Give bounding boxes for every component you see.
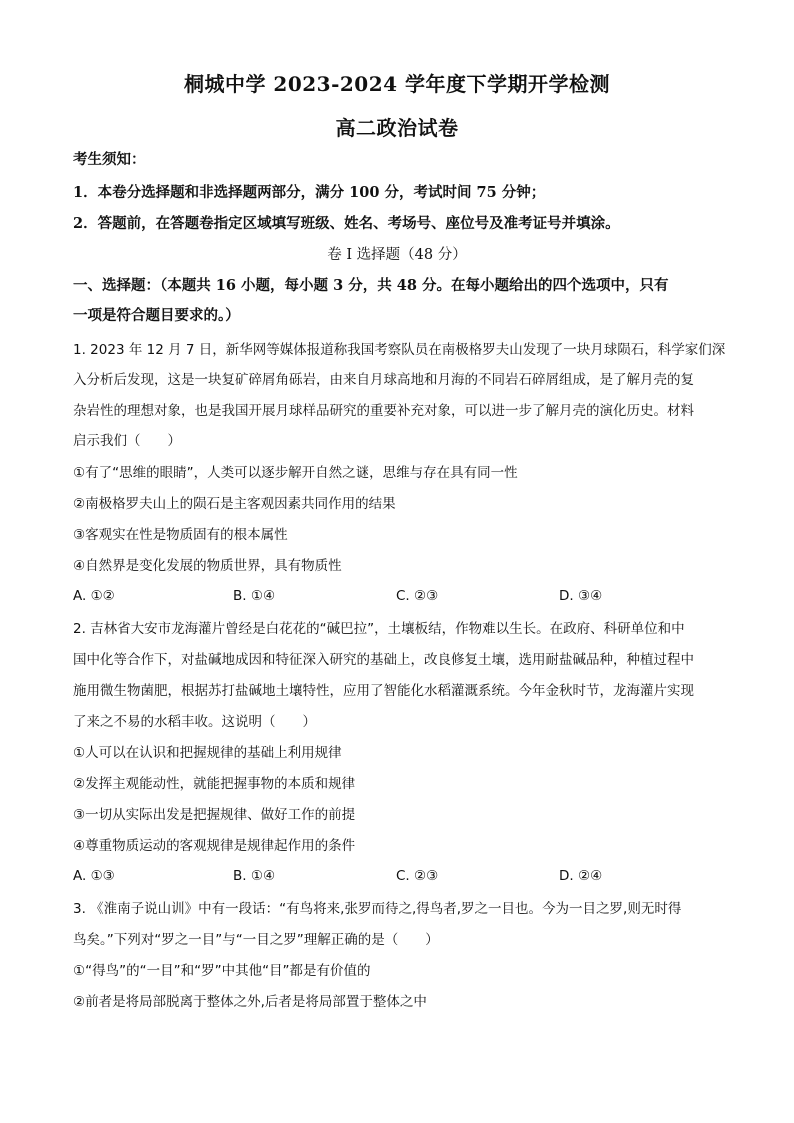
q1-option-b: B. ①④	[233, 588, 276, 604]
q2-option-a: A. ①③	[73, 868, 115, 884]
q1-statement-2: ②南极格罗夫山上的陨石是主客观因素共同作用的结果	[73, 496, 396, 512]
q2-statement-3: ③一切从实际出发是把握规律、做好工作的前提	[73, 807, 356, 823]
q2-stem-line-1: 2. 吉林省大安市龙海灌片曾经是白花花的“碱巴拉”，土壤板结，作物难以生长。在政府、科研单位和中	[73, 621, 685, 637]
q1-stem-line-2: 入分析后发现，这是一块复矿碎屑角砾岩，由来自月球高地和月海的不同岩石碎屑组成，是了解月壳的复	[73, 372, 694, 388]
q3-statement-1: ①“得鸟”的“一目”和“罗”中其他“目”都是有价值的	[73, 963, 371, 979]
section-instruction-line-2: 一项是符合题目要求的。）	[73, 307, 240, 324]
exam-subtitle: 高二政治试卷	[335, 116, 459, 140]
q1-statement-1: ①有了“思维的眼睛”，人类可以逐步解开自然之谜，思维与存在具有同一性	[73, 465, 518, 481]
q1-stem-line-4: 启示我们（ ）	[73, 433, 181, 449]
q2-options	[73, 868, 723, 888]
q3-stem-line-1: 3. 《淮南子说山训》中有一段话：“有鸟将来,张罗而待之,得鸟者,罗之一目也。今为一目之罗,则无时得	[73, 901, 682, 917]
q1-option-a: A. ①②	[73, 588, 115, 604]
q1-options	[73, 588, 723, 608]
q2-statement-1: ①人可以在认识和把握规律的基础上利用规律	[73, 745, 342, 761]
q2-stem-line-2: 国中化等合作下，对盐碱地成因和特征深入研究的基础上，改良修复土壤，选用耐盐碱品种，种植过程中	[73, 652, 694, 668]
q2-option-c: C. ②③	[396, 868, 439, 884]
section-instruction-line-1: 一、选择题：（本题共 16 小题，每小题 3 分，共 48 分。在每小题给出的四个选项中，只有	[73, 277, 669, 294]
exam-title: 桐城中学 2023-2024 学年度下学期开学检测	[183, 72, 611, 96]
q1-statement-3: ③客观实在性是物质固有的根本属性	[73, 527, 288, 543]
notice-item-1: 1．本卷分选择题和非选择题两部分，满分 100 分，考试时间 75 分钟；	[73, 184, 546, 201]
q3-statement-2: ②前者是将局部脱离于整体之外,后者是将局部置于整体之中	[73, 994, 427, 1010]
q1-statement-4: ④自然界是变化发展的物质世界，具有物质性	[73, 558, 342, 574]
q2-statement-4: ④尊重物质运动的客观规律是规律起作用的条件	[73, 838, 356, 854]
q2-stem-line-4: 了来之不易的水稻丰收。这说明（ ）	[73, 714, 316, 730]
q1-stem-line-1: 1. 2023 年 12 月 7 日，新华网等媒体报道称我国考察队员在南极格罗夫山发现了一块月球陨石，科学家们深	[73, 342, 726, 358]
q3-stem-line-2: 鸟矣。”下列对“罗之一目”与“一目之罗”理解正确的是（ ）	[73, 932, 439, 948]
q2-statement-2: ②发挥主观能动性，就能把握事物的本质和规律	[73, 776, 356, 792]
q1-option-c: C. ②③	[396, 588, 439, 604]
notice-heading: 考生须知：	[73, 151, 146, 168]
q1-stem-line-3: 杂岩性的理想对象，也是我国开展月球样品研究的重要补充对象，可以进一步了解月壳的演化历史。材料	[73, 403, 694, 419]
notice-item-2: 2．答题前，在答题卷指定区域填写班级、姓名、考场号、座位号及准考证号并填涂。	[73, 215, 620, 232]
section-title: 卷 I 选择题（48 分）	[327, 247, 467, 263]
q2-stem-line-3: 施用微生物菌肥，根据苏打盐碱地土壤特性，应用了智能化水稻灌溉系统。今年金秋时节，龙海灌片实现	[73, 683, 694, 699]
q2-option-b: B. ①④	[233, 868, 276, 884]
q1-option-d: D. ③④	[559, 588, 603, 604]
q2-option-d: D. ②④	[559, 868, 603, 884]
